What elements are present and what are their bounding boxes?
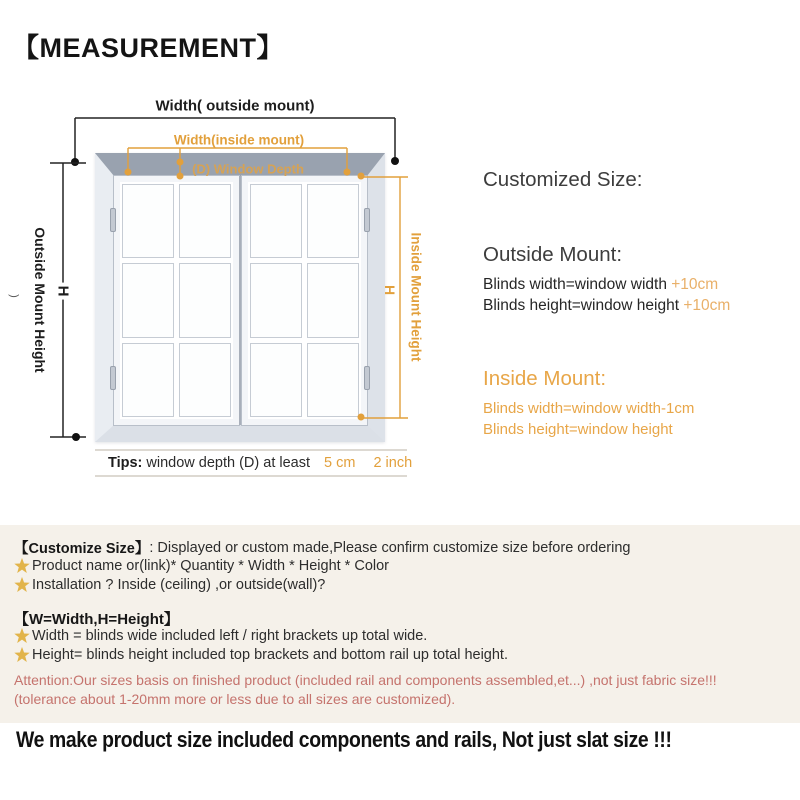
tips-inch-value: 2 inch: [373, 455, 413, 471]
outside-mount-heading: Outside Mount:: [483, 243, 623, 266]
star-icon: [14, 577, 30, 593]
order-info-bullet: [14, 558, 389, 574]
outside-height-h-label: H: [54, 283, 73, 300]
tips-cm-value: 5 cm: [324, 455, 356, 471]
outside-mount-width-rule: [483, 276, 718, 294]
ordering-notes-section: [0, 525, 800, 723]
attention-note-line1: Attention:Our sizes basis on finished product (included rail and components assembled,et...) ,not just fabric size!!!: [14, 672, 717, 688]
inside-height-h-label: H: [382, 284, 398, 296]
customize-size-note-text: : Displayed or custom made,Please confirm customize size before ordering: [149, 539, 631, 556]
outside-width-label: Width( outside mount): [155, 97, 315, 115]
installation-bullet-text: Installation ? Inside (ceiling) ,or outside(wall)?: [32, 577, 326, 593]
attention-note-line2: (tolerance about 1-20mm more or less due to all sizes are customized).: [14, 691, 456, 707]
window-depth-label: (D) Window Depth: [192, 161, 304, 177]
outside-mount-height-rule: [483, 297, 730, 315]
installation-bullet: [14, 577, 325, 593]
star-icon: [14, 558, 30, 574]
inside-mount-measure-lines: [125, 148, 409, 421]
tips-prefix: Tips:: [108, 455, 143, 471]
outside-width-rule-highlight: +10cm: [671, 276, 719, 293]
tips-text: window depth (D) at least: [142, 455, 311, 471]
outside-height-rule-text: Blinds height=window height: [483, 297, 684, 314]
inside-mount-heading: Inside Mount:: [483, 367, 607, 390]
inside-width-label: Width(inside mount): [173, 132, 305, 148]
measurement-lines: [0, 0, 470, 500]
star-icon: [14, 647, 30, 663]
customized-size-heading: Customized Size:: [483, 168, 643, 191]
stray-mark: ): [7, 294, 20, 298]
window-measurement-diagram: [0, 0, 470, 500]
height-definition-text: Height= blinds height included top brackets and bottom rail up total height.: [32, 647, 508, 663]
order-info-bullet-text: Product name or(link)* Quantity * Width * Height * Color: [32, 558, 390, 574]
outside-width-rule-text: Blinds width=window width: [483, 276, 672, 293]
customize-size-note: [14, 537, 631, 558]
page-title: 【MEASUREMENT】: [12, 33, 285, 63]
width-definition-text: Width = blinds wide included left / right brackets up total wide.: [32, 628, 428, 644]
outside-height-label: Outside Mount Height: [32, 227, 48, 373]
star-icon: [14, 628, 30, 644]
outside-height-rule-highlight: +10cm: [683, 297, 731, 314]
width-definition-bullet: [14, 628, 427, 644]
inside-height-label: Inside Mount Height: [408, 232, 424, 362]
height-definition-bullet: [14, 647, 508, 663]
wh-definition-bold: 【W=Width,H=Height】: [14, 611, 179, 628]
inside-mount-width-rule: Blinds width=window width-1cm: [483, 400, 695, 417]
tips-note: [95, 449, 413, 477]
wh-definition-heading: [14, 608, 179, 629]
footer-statement: We make product size included components and rails, Not just slat size !!!: [16, 727, 672, 752]
customize-size-note-bold: 【Customize Size】: [14, 541, 150, 557]
inside-mount-height-rule: Blinds height=window height: [483, 421, 673, 438]
